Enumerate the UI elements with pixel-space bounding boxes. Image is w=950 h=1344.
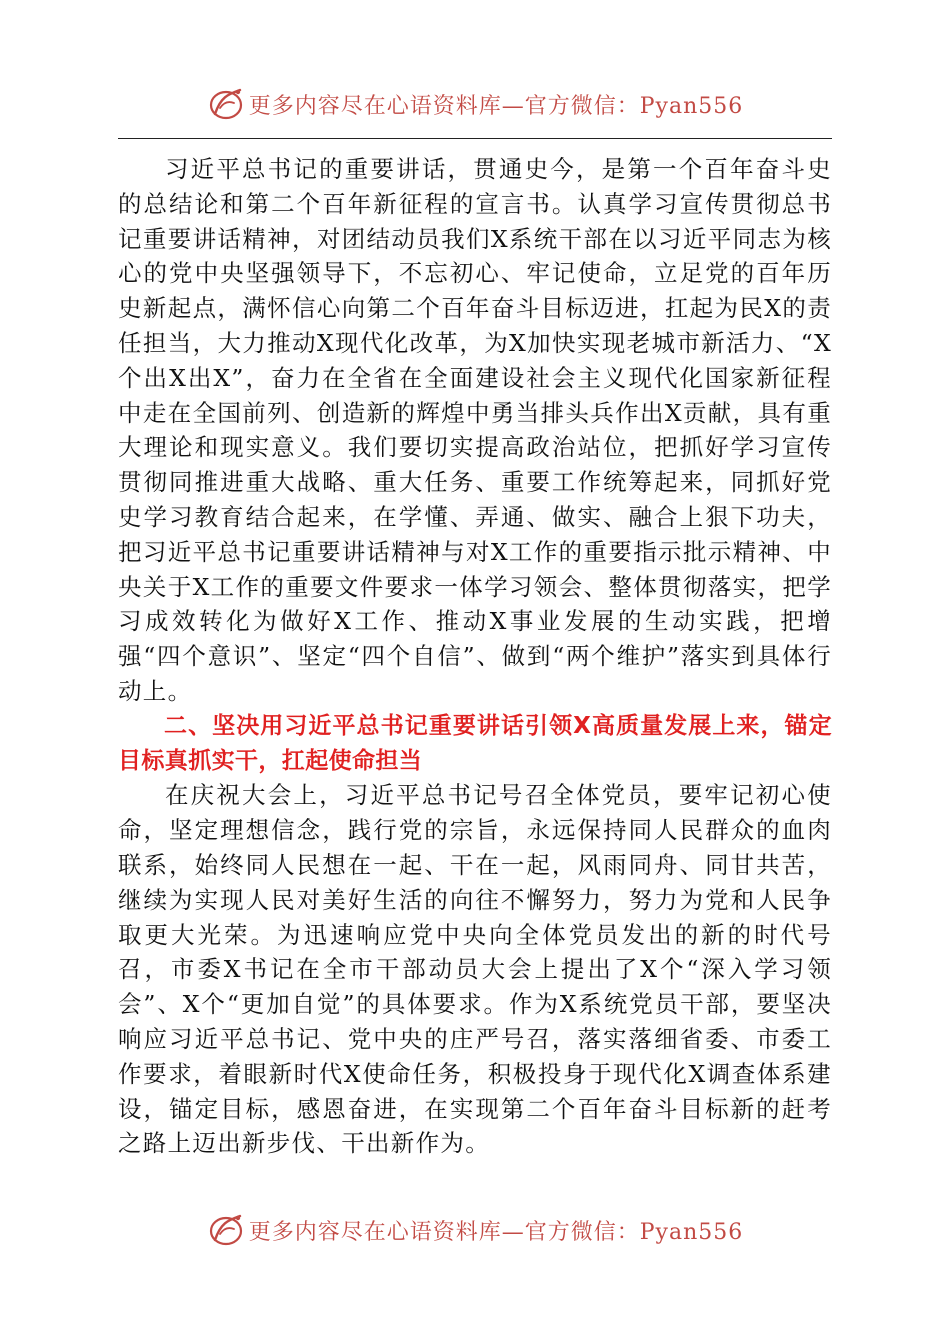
paragraph-1: 习近平总书记的重要讲话，贯通史今，是第一个百年奋斗史的总结论和第二个百年新征程的宣言书。认真学习宣传贯彻总书记重要讲话精神，对团结动员我们X系统干部在以习近平同志为核心的党中央坚强领导下，不忘初心、牢记使命，立足党的百年历史新起点，满怀信心向第二个百年奋斗目标迈进，扛起为民X的责任担当，大力推动X现代化改革，为X加快实现老城市新活力、“X个出X出X”，奋力在全省在全面建设社会主义现代化国家新征程中走在全国前列、创造新的辉煌中勇当排头兵作出X贡献，具有重大理论和现实意义。我们要切实提高政治站位，把抓好学习宣传贯彻同推进重大战略、重大任务、重要工作统筹起来，同抓好党史学习教育结合起来，在学懂、弄通、做实、融合上狠下功夫，把习近平总书记重要讲话精神与对X工作的重要指示批示精神、中央关于X工作的重要文件要求一体学习领会、整体贯彻落实，把学习成效转化为做好X工作、推动X事业发展的生动实践，把增强“四个意识”、坚定“四个自信”、做到“两个维护”落实到具体行动上。: [118, 155, 832, 705]
seal-logo-icon: [207, 84, 247, 124]
section-heading-2: 二、坚决用习近平总书记重要讲话引领X高质量发展上来，锚定目标真抓实干，扛起使命担当: [118, 712, 832, 774]
document-body: [118, 152, 832, 1161]
paragraph-2: 在庆祝大会上，习近平总书记号召全体党员，要牢记初心使命，坚定理想信念，践行党的宗旨，永远保持同人民群众的血肉联系，始终同人民想在一起、干在一起，风雨同舟、同甘共苦，继续为实现人民对美好生活的向往不懈努力，努力为党和人民争取更大光荣。为迅速响应党中央向全体党员发出的新的时代号召，市委X书记在全市干部动员大会上提出了X个“深入学习领会”、X个“更加自觉”的具体要求。作为X系统党员干部，要坚决响应习近平总书记、党中央的庄严号召，落实落细省委、市委工作要求，着眼新时代X使命任务，积极投身于现代化X调查体系建设，锚定目标，感恩奋进，在实现第二个百年奋斗目标新的赶考之路上迈出新步伐、干出新作为。: [118, 781, 832, 1158]
footer-banner: [0, 1210, 950, 1250]
header-text: 更多内容尽在心语资料库—官方微信：Pyan556: [248, 93, 744, 119]
header-banner: [0, 84, 950, 124]
seal-logo-icon: [207, 1210, 247, 1250]
header-divider: [118, 138, 832, 139]
footer-text: 更多内容尽在心语资料库—官方微信：Pyan556: [248, 1219, 744, 1245]
